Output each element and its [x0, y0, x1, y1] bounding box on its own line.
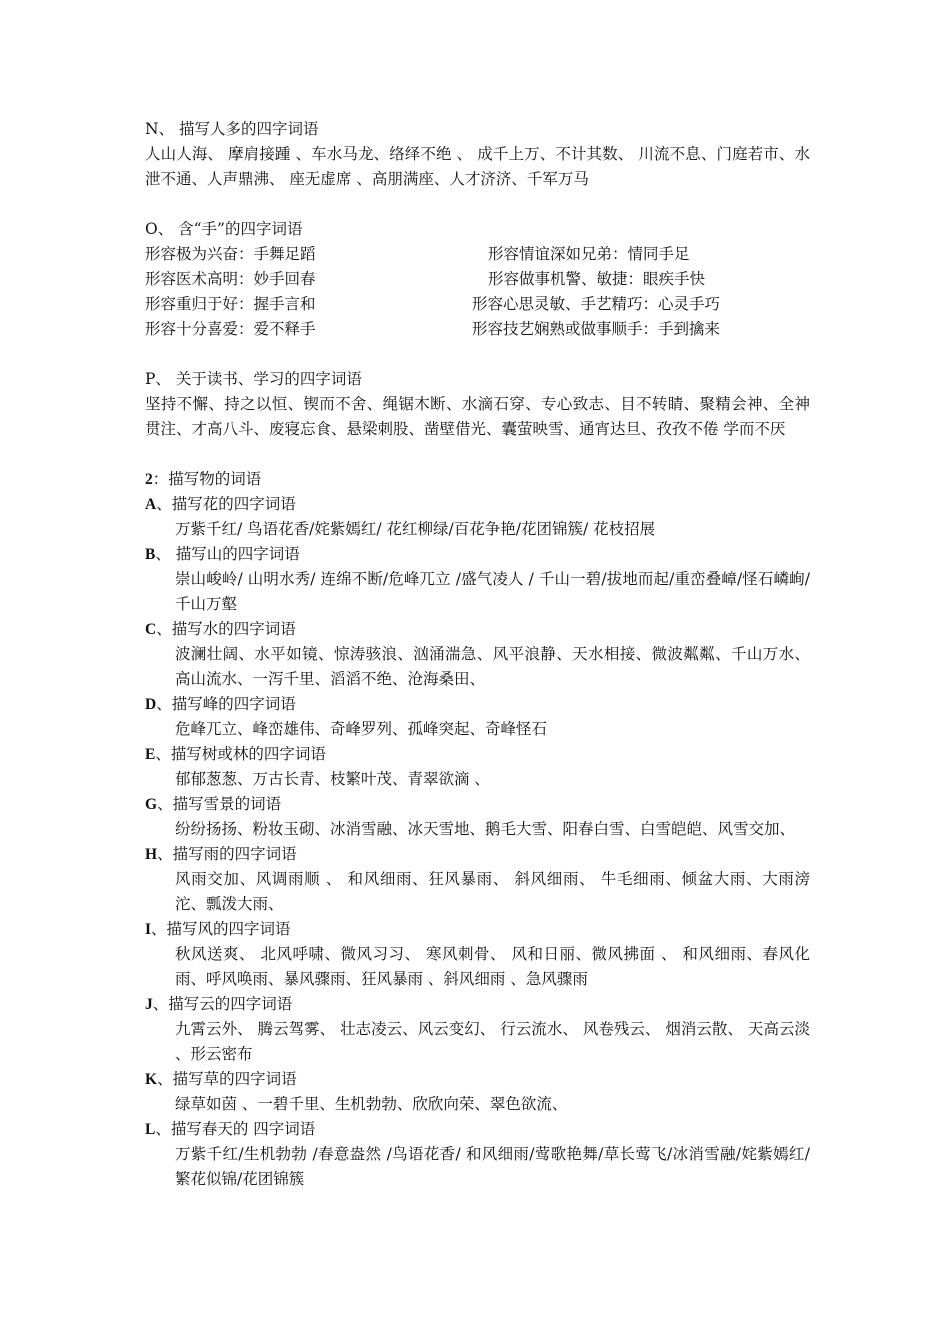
subsection-letter: I — [145, 921, 152, 938]
section-o-right: 形容做事机警、敏捷：眼疾手快 — [488, 270, 706, 288]
subsection-text: 崇山峻岭/ 山明水秀/ 连绵不断/危峰兀立 /盛气凌人 / 千山一碧/拔地而起/重峦叠嶂/怪石嶙峋/千山万壑 — [175, 570, 810, 613]
subsection-a — [145, 492, 810, 542]
section-o-row — [145, 292, 810, 317]
subsection-heading — [145, 542, 810, 567]
subsection-letter: H — [145, 846, 158, 863]
section-o-right: 形容情谊深如兄弟：情同手足 — [488, 245, 690, 263]
subsection-text: 纷纷扬扬、粉妆玉砌、冰消雪融、冰天雪地、鹅毛大雪、阳春白雪、白雪皑皑、风雪交加、 — [175, 820, 796, 838]
section-o-row — [145, 317, 810, 342]
subsection-text: 郁郁葱葱、万古长青、枝繁叶茂、青翠欲滴 、 — [175, 770, 490, 788]
subsection-title: 、描写树或林的四字词语 — [155, 745, 326, 763]
section-2-number: 2 — [145, 471, 153, 488]
subsection-text: 万紫千红/ 鸟语花香/姹紫嫣红/ 花红柳绿/百花争艳/花团锦簇/ 花枝招展 — [175, 520, 656, 538]
subsection-title: 、描写峰的四字词语 — [156, 695, 296, 713]
section-p-text: 坚持不懈、持之以恒、锲而不舍、绳锯木断、水滴石穿、专心致志、目不转睛、聚精会神、全神贯注、才高八斗、废寝忘食、悬梁刺股、凿壁借光、囊萤映雪、通宵达旦、孜孜不倦 学而不厌 — [145, 395, 810, 438]
subsection-heading — [145, 692, 810, 717]
subsection-letter: L — [145, 1121, 156, 1138]
subsection-title: 、描写花的四字词语 — [156, 495, 296, 513]
section-o-row — [145, 267, 810, 292]
section-2-title: ：描写物的词语 — [152, 470, 262, 488]
section-o-left: 形容重归于好：握手言和 — [145, 295, 316, 313]
subsection-heading — [145, 917, 810, 942]
subsection-heading — [145, 1067, 810, 1092]
subsection-title: 、描写雪景的词语 — [157, 795, 282, 813]
section-o-right: 形容心思灵敏、手艺精巧：心灵手巧 — [472, 295, 721, 313]
spacer — [145, 442, 810, 467]
subsection-letter: K — [145, 1071, 158, 1088]
subsection-g — [145, 792, 810, 842]
subsection-c — [145, 617, 810, 692]
section-o-heading: O、 含“手”的四字词语 — [145, 220, 303, 238]
subsection-b — [145, 542, 810, 617]
subsection-text: 危峰兀立、峰峦雄伟、奇峰罗列、孤峰突起、奇峰怪石 — [175, 720, 548, 738]
subsection-letter: E — [145, 746, 156, 763]
subsection-text: 绿草如茵 、一碧千里、生机勃勃、欣欣向荣、翠色欲流、 — [175, 1095, 568, 1113]
subsection-title: 、描写云的四字词语 — [152, 995, 293, 1013]
subsection-text: 波澜壮阔、水平如镜、惊涛骇浪、汹涌湍急、风平浪静、天水相接、微波粼粼、千山万水、高山流水、一泻千里、滔滔不绝、沧海桑田、 — [175, 645, 810, 688]
subsection-text: 秋风送爽、 北风呼啸、微风习习、 寒风刺骨、 风和日丽、微风拂面 、 和风细雨、春风化雨、呼风唤雨、暴风骤雨、狂风暴雨 、斜风细雨 、急风骤雨 — [175, 945, 810, 988]
subsection-title: 、描写雨的四字词语 — [157, 845, 297, 863]
section-p-heading: P、 关于读书、学习的四字词语 — [145, 370, 362, 388]
subsection-i — [145, 917, 810, 992]
subsection-l — [145, 1117, 810, 1192]
document-page — [145, 117, 810, 1192]
section-o-left: 形容医术高明：妙手回春 — [145, 270, 316, 288]
subsection-letter: G — [145, 796, 158, 813]
section-o-left: 形容十分喜爱：爱不释手 — [145, 320, 316, 338]
subsection-letter: C — [145, 621, 157, 638]
subsection-heading — [145, 1117, 810, 1142]
subsection-heading — [145, 492, 810, 517]
section-o-row — [145, 242, 810, 267]
section-n-heading: N、 描写人多的四字词语 — [145, 120, 319, 138]
subsection-heading — [145, 792, 810, 817]
section-o-left: 形容极为兴奋：手舞足蹈 — [145, 245, 316, 263]
section-2-heading — [145, 467, 810, 492]
subsection-d — [145, 692, 810, 742]
subsection-letter: D — [145, 696, 157, 713]
subsection-text: 九霄云外、 腾云驾雾、 壮志凌云、风云变幻、 行云流水、 风卷残云、 烟消云散、 天高云淡 、形云密布 — [175, 1020, 810, 1063]
subsection-title: 、 描写山的四字词语 — [155, 545, 300, 563]
subsection-title: 、描写水的四字词语 — [156, 620, 296, 638]
subsection-heading — [145, 992, 810, 1017]
subsection-letter: B — [145, 546, 156, 563]
subsection-heading — [145, 742, 810, 767]
subsection-letter: J — [145, 996, 153, 1013]
subsection-k — [145, 1067, 810, 1117]
spacer — [145, 342, 810, 367]
subsection-heading — [145, 617, 810, 642]
section-o-right: 形容技艺娴熟或做事顺手：手到擒来 — [472, 320, 721, 338]
subsection-title: 、描写风的四字词语 — [151, 920, 291, 938]
subsection-title: 、描写春天的 四字词语 — [155, 1120, 316, 1138]
subsection-heading — [145, 842, 810, 867]
subsection-j — [145, 992, 810, 1067]
subsection-e — [145, 742, 810, 792]
subsection-letter: A — [145, 496, 157, 513]
subsection-h — [145, 842, 810, 917]
subsection-text: 风雨交加、风调雨顺 、 和风细雨、狂风暴雨、 斜风细雨、 牛毛细雨、倾盆大雨、大雨滂沱、瓢泼大雨、 — [175, 870, 810, 913]
spacer — [145, 192, 810, 217]
subsection-text: 万紫千红/生机勃勃 /春意盎然 /鸟语花香/ 和风细雨/莺歌艳舞/草长莺飞/冰消雪融/姹紫嫣红/繁花似锦/花团锦簇 — [175, 1145, 810, 1188]
subsection-title: 、描写草的四字词语 — [157, 1070, 297, 1088]
section-n-text: 人山人海、 摩肩接踵 、车水马龙、络绎不绝 、 成千上万、不计其数、 川流不息、门庭若市、水泄不通、人声鼎沸、 座无虚席 、高朋满座、人才济济、千军万马 — [145, 145, 810, 188]
